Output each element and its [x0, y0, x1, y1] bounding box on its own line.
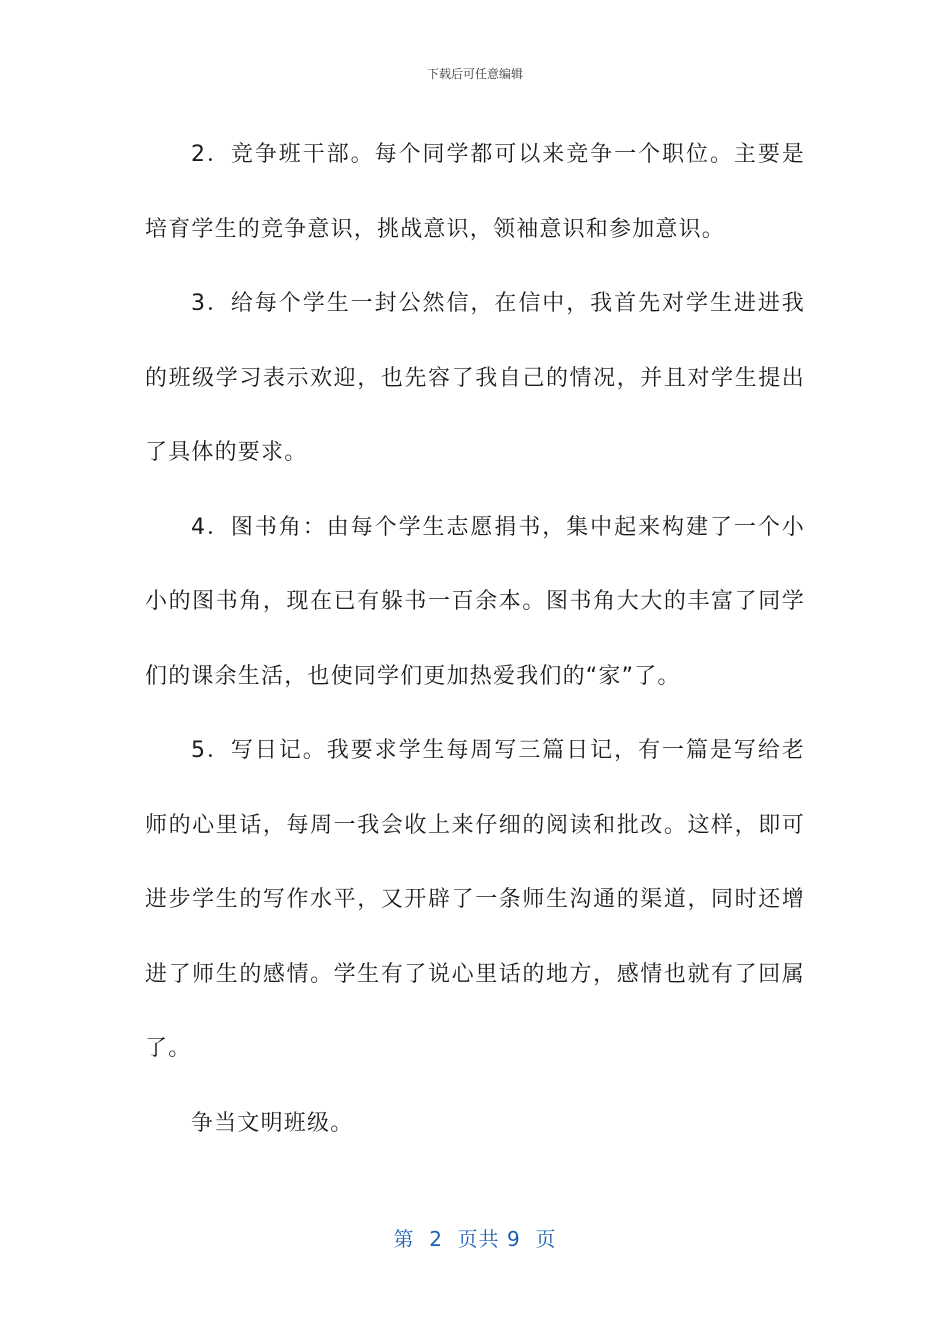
paragraph-item-4: 4．图书角：由每个学生志愿捐书，集中起来构建了一个小小的图书角，现在已有躲书一百余本。图书角大大的丰富了同学们的课余生活，也使同学们更加热爱我们的“家”了。 — [145, 514, 805, 689]
header-note: 下载后可任意编辑 — [426, 67, 523, 81]
paragraph-heading: 争当文明班级。 — [191, 1110, 354, 1136]
paragraph-item-3: 3．给每个学生一封公然信，在信中，我首先对学生进进我的班级学习表示欢迎，也先容了我自己的情况，并且对学生提出了具体的要求。 — [145, 291, 805, 465]
page-number-footer: 第 2 页共 9 页 — [393, 1227, 557, 1251]
paragraph-item-5: 5．写日记。我要求学生每周写三篇日记，有一篇是写给老师的心里话，每周一我会收上来仔细的阅读和批改。这样，即可进步学生的写作水平，又开辟了一条师生沟通的渠道，同时还增进了师生的感情。学生有了说心里话的地方，感情也就有了回属了。 — [145, 738, 805, 1061]
paragraph-item-2: 2．竞争班干部。每个同学都可以来竞争一个职位。主要是培育学生的竞争意识，挑战意识，领袖意识和参加意识。 — [145, 142, 805, 242]
document-body — [145, 118, 805, 1161]
